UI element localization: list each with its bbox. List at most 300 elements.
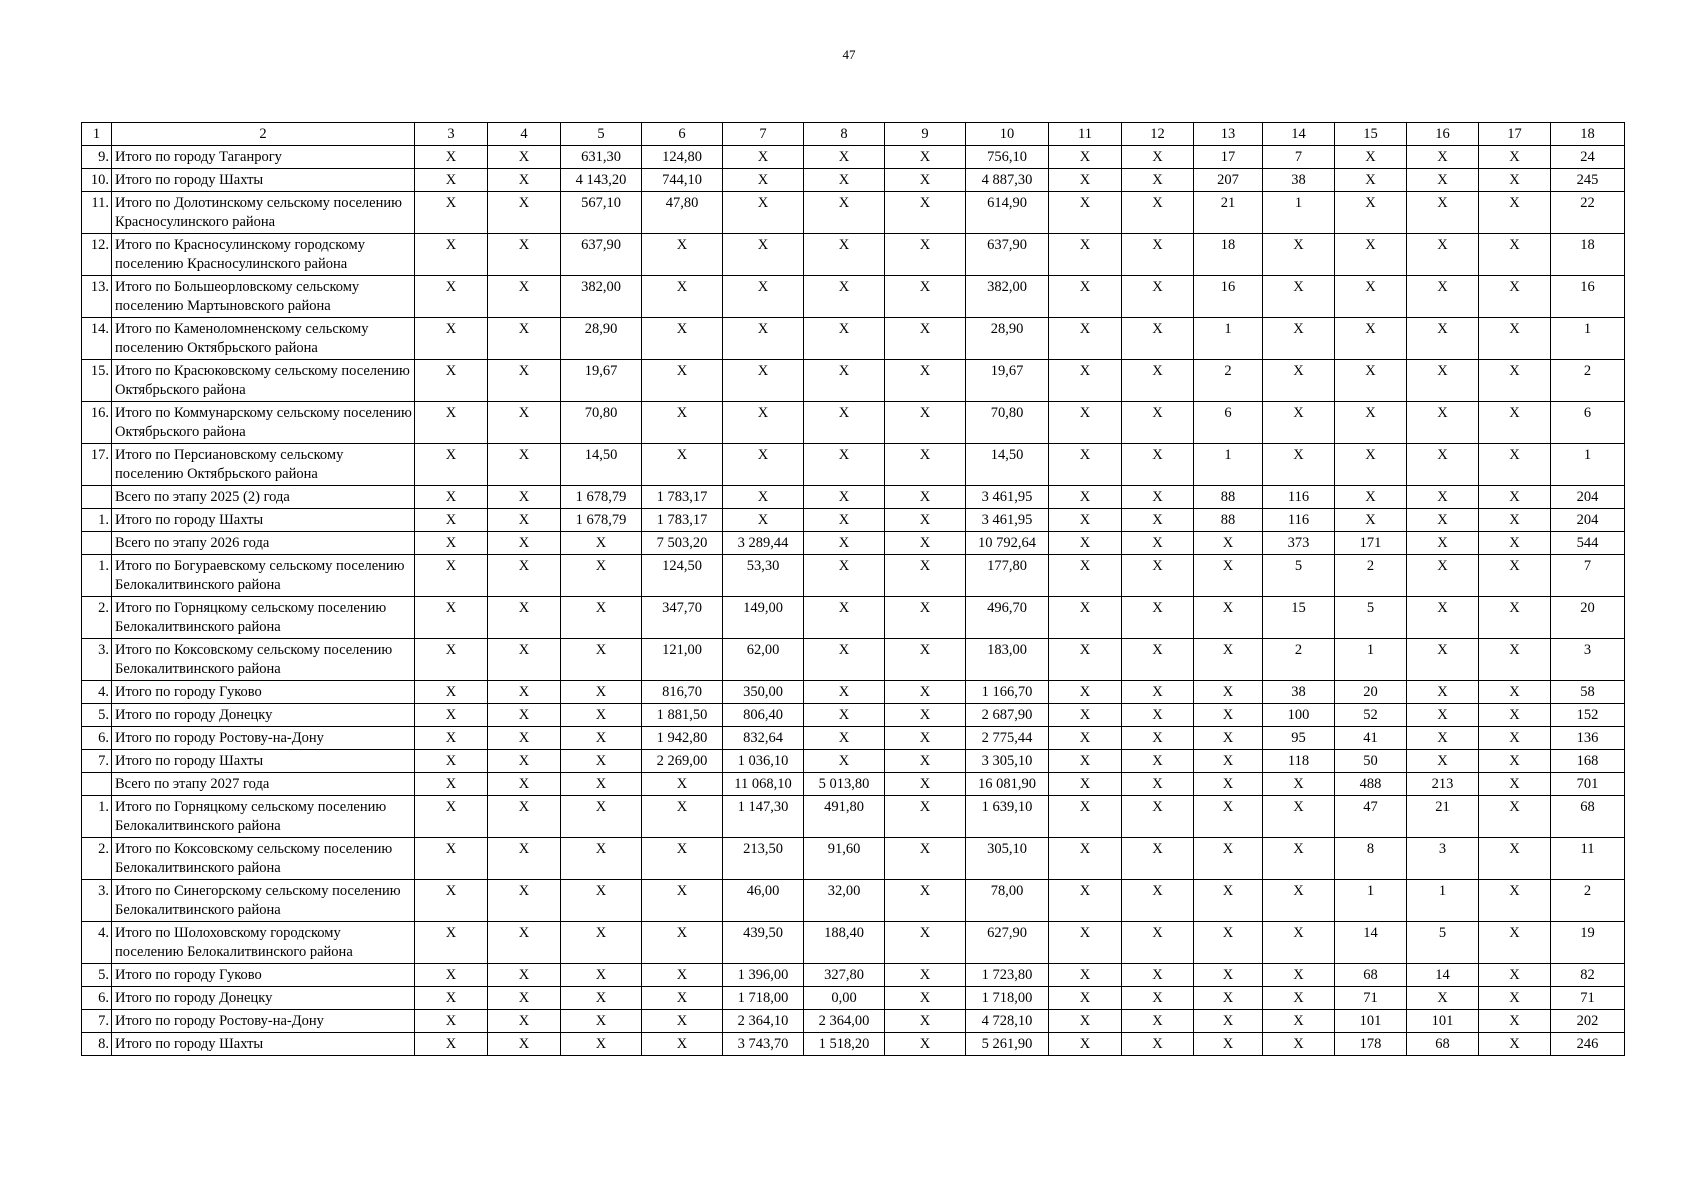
value-cell: X <box>885 444 966 486</box>
value-cell: X <box>1407 146 1479 169</box>
value-cell: X <box>1407 486 1479 509</box>
value-cell: X <box>1049 1010 1122 1033</box>
value-cell: X <box>1194 704 1263 727</box>
value-cell: X <box>1049 532 1122 555</box>
value-cell: 305,10 <box>966 838 1049 880</box>
value-cell: X <box>642 880 723 922</box>
value-cell: X <box>1407 681 1479 704</box>
value-cell: X <box>415 402 488 444</box>
value-cell: 1 <box>1194 318 1263 360</box>
table-row <box>82 681 1625 704</box>
value-cell: 5 261,90 <box>966 1033 1049 1056</box>
value-cell: X <box>488 639 561 681</box>
value-cell: X <box>1049 964 1122 987</box>
value-cell: X <box>804 276 885 318</box>
row-name-cell: Итого по городу Шахты <box>112 169 415 192</box>
value-cell: X <box>1335 360 1407 402</box>
row-name-cell: Итого по городу Гуково <box>112 964 415 987</box>
row-name-cell: Итого по городу Шахты <box>112 509 415 532</box>
value-cell: 15 <box>1263 597 1335 639</box>
value-cell: 1 <box>1335 639 1407 681</box>
value-cell: 68 <box>1407 1033 1479 1056</box>
value-cell: X <box>415 1033 488 1056</box>
value-cell: X <box>488 532 561 555</box>
value-cell: X <box>1263 880 1335 922</box>
value-cell: 0,00 <box>804 987 885 1010</box>
value-cell: X <box>1122 360 1194 402</box>
value-cell: X <box>1263 987 1335 1010</box>
value-cell: X <box>1263 444 1335 486</box>
value-cell: 136 <box>1551 727 1625 750</box>
value-cell: X <box>1049 922 1122 964</box>
value-cell: 38 <box>1263 169 1335 192</box>
value-cell: X <box>1049 234 1122 276</box>
value-cell: X <box>1194 1010 1263 1033</box>
value-cell: X <box>723 169 804 192</box>
value-cell: 631,30 <box>561 146 642 169</box>
value-cell: X <box>1122 773 1194 796</box>
value-cell: X <box>885 146 966 169</box>
value-cell: 124,80 <box>642 146 723 169</box>
value-cell: 100 <box>1263 704 1335 727</box>
value-cell: X <box>561 964 642 987</box>
value-cell: 6 <box>1194 402 1263 444</box>
value-cell: X <box>1407 276 1479 318</box>
value-cell: X <box>561 532 642 555</box>
value-cell: X <box>885 704 966 727</box>
value-cell: X <box>1407 987 1479 1010</box>
value-cell: 3 <box>1551 639 1625 681</box>
value-cell: X <box>1479 987 1551 1010</box>
value-cell: X <box>1049 486 1122 509</box>
value-cell: X <box>1194 639 1263 681</box>
row-name-cell: Итого по Каменоломненскому сельскому поселению Октябрьского района <box>112 318 415 360</box>
value-cell: X <box>415 509 488 532</box>
value-cell: X <box>1479 704 1551 727</box>
table-row <box>82 192 1625 234</box>
table-row <box>82 922 1625 964</box>
value-cell: X <box>1122 1010 1194 1033</box>
column-number-header: 11 <box>1049 123 1122 146</box>
value-cell: X <box>1194 880 1263 922</box>
value-cell: 124,50 <box>642 555 723 597</box>
value-cell: X <box>885 555 966 597</box>
value-cell: X <box>1479 773 1551 796</box>
value-cell: X <box>885 597 966 639</box>
row-number-cell: 3. <box>82 639 112 681</box>
value-cell: X <box>804 402 885 444</box>
row-name-cell: Итого по Горняцкому сельскому поселению Белокалитвинского района <box>112 597 415 639</box>
column-number-header: 15 <box>1335 123 1407 146</box>
value-cell: X <box>1049 318 1122 360</box>
column-number-header: 5 <box>561 123 642 146</box>
value-cell: X <box>561 750 642 773</box>
row-name-cell: Итого по городу Донецку <box>112 987 415 1010</box>
value-cell: X <box>415 1010 488 1033</box>
value-cell: X <box>1479 169 1551 192</box>
column-number-header: 12 <box>1122 123 1194 146</box>
row-number-cell: 13. <box>82 276 112 318</box>
value-cell: X <box>488 681 561 704</box>
value-cell: X <box>1263 773 1335 796</box>
value-cell: X <box>1194 773 1263 796</box>
row-name-cell: Итого по Красносулинскому городскому поселению Красносулинского района <box>112 234 415 276</box>
value-cell: X <box>488 796 561 838</box>
table-row <box>82 1033 1625 1056</box>
value-cell: X <box>415 922 488 964</box>
value-cell: X <box>804 192 885 234</box>
value-cell: 496,70 <box>966 597 1049 639</box>
column-number-header: 3 <box>415 123 488 146</box>
value-cell: X <box>885 681 966 704</box>
value-cell: 213,50 <box>723 838 804 880</box>
value-cell: 1 147,30 <box>723 796 804 838</box>
value-cell: 3 <box>1407 838 1479 880</box>
value-cell: X <box>1049 276 1122 318</box>
value-cell: X <box>1122 509 1194 532</box>
value-cell: X <box>1263 796 1335 838</box>
row-number-cell: 1. <box>82 555 112 597</box>
value-cell: 207 <box>1194 169 1263 192</box>
value-cell: X <box>723 509 804 532</box>
value-cell: 637,90 <box>561 234 642 276</box>
value-cell: 1 881,50 <box>642 704 723 727</box>
value-cell: X <box>1263 402 1335 444</box>
value-cell: 744,10 <box>642 169 723 192</box>
value-cell: 62,00 <box>723 639 804 681</box>
value-cell: X <box>1335 444 1407 486</box>
value-cell: X <box>723 318 804 360</box>
value-cell: 614,90 <box>966 192 1049 234</box>
value-cell: X <box>1335 169 1407 192</box>
value-cell: 5 <box>1407 922 1479 964</box>
value-cell: 816,70 <box>642 681 723 704</box>
value-cell: X <box>561 773 642 796</box>
value-cell: X <box>415 555 488 597</box>
value-cell: X <box>1122 796 1194 838</box>
row-number-cell: 1. <box>82 796 112 838</box>
value-cell: X <box>1479 597 1551 639</box>
value-cell: X <box>415 964 488 987</box>
row-name-cell: Итого по Большеорловскому сельскому поселению Мартыновского района <box>112 276 415 318</box>
page-number: 47 <box>842 47 856 62</box>
value-cell: 116 <box>1263 486 1335 509</box>
value-cell: X <box>488 276 561 318</box>
value-cell: 3 743,70 <box>723 1033 804 1056</box>
value-cell: X <box>561 838 642 880</box>
value-cell: 121,00 <box>642 639 723 681</box>
table-row <box>82 597 1625 639</box>
table-row <box>82 727 1625 750</box>
value-cell: X <box>1049 838 1122 880</box>
value-cell: X <box>804 444 885 486</box>
value-cell: X <box>415 750 488 773</box>
value-cell: X <box>723 444 804 486</box>
column-number-header: 1 <box>82 123 112 146</box>
value-cell: 91,60 <box>804 838 885 880</box>
value-cell: 373 <box>1263 532 1335 555</box>
value-cell: X <box>1194 796 1263 838</box>
value-cell: 3 461,95 <box>966 486 1049 509</box>
value-cell: 491,80 <box>804 796 885 838</box>
value-cell: 16 081,90 <box>966 773 1049 796</box>
value-cell: X <box>488 727 561 750</box>
value-cell: X <box>1263 276 1335 318</box>
value-cell: X <box>415 773 488 796</box>
value-cell: X <box>415 532 488 555</box>
value-cell: X <box>1122 486 1194 509</box>
value-cell: X <box>415 880 488 922</box>
value-cell: 21 <box>1194 192 1263 234</box>
value-cell: X <box>1335 146 1407 169</box>
value-cell: X <box>1194 964 1263 987</box>
value-cell: 28,90 <box>966 318 1049 360</box>
value-cell: 7 <box>1263 146 1335 169</box>
value-cell: X <box>415 838 488 880</box>
value-cell: X <box>1479 880 1551 922</box>
value-cell: X <box>1407 639 1479 681</box>
value-cell: 118 <box>1263 750 1335 773</box>
value-cell: X <box>1335 318 1407 360</box>
value-cell: 101 <box>1335 1010 1407 1033</box>
value-cell: X <box>885 639 966 681</box>
value-cell: 17 <box>1194 146 1263 169</box>
value-cell: X <box>488 360 561 402</box>
value-cell: 41 <box>1335 727 1407 750</box>
value-cell: X <box>488 964 561 987</box>
value-cell: 2 <box>1194 360 1263 402</box>
value-cell: X <box>561 727 642 750</box>
value-cell: X <box>488 234 561 276</box>
row-name-cell: Всего по этапу 2026 года <box>112 532 415 555</box>
value-cell: 2 687,90 <box>966 704 1049 727</box>
value-cell: X <box>885 880 966 922</box>
value-cell: X <box>415 318 488 360</box>
value-cell: X <box>1479 318 1551 360</box>
value-cell: 24 <box>1551 146 1625 169</box>
value-cell: X <box>561 704 642 727</box>
value-cell: 46,00 <box>723 880 804 922</box>
value-cell: 19 <box>1551 922 1625 964</box>
value-cell: X <box>1335 402 1407 444</box>
value-cell: X <box>1407 727 1479 750</box>
value-cell: 16 <box>1551 276 1625 318</box>
table-row <box>82 509 1625 532</box>
table-row <box>82 704 1625 727</box>
value-cell: X <box>1407 192 1479 234</box>
value-cell: X <box>642 773 723 796</box>
value-cell: 149,00 <box>723 597 804 639</box>
value-cell: 70,80 <box>561 402 642 444</box>
value-cell: X <box>561 681 642 704</box>
column-number-header: 9 <box>885 123 966 146</box>
value-cell: 701 <box>1551 773 1625 796</box>
value-cell: X <box>415 234 488 276</box>
row-name-cell: Итого по городу Гуково <box>112 681 415 704</box>
value-cell: X <box>1407 444 1479 486</box>
value-cell: X <box>561 1010 642 1033</box>
value-cell: 188,40 <box>804 922 885 964</box>
row-number-cell: 6. <box>82 987 112 1010</box>
row-name-cell: Итого по городу Ростову-на-Дону <box>112 1010 415 1033</box>
row-number-cell: 14. <box>82 318 112 360</box>
value-cell: X <box>488 922 561 964</box>
value-cell: X <box>415 796 488 838</box>
value-cell: 213 <box>1407 773 1479 796</box>
value-cell: X <box>1479 402 1551 444</box>
table-row <box>82 402 1625 444</box>
value-cell: X <box>1049 987 1122 1010</box>
table-row <box>82 486 1625 509</box>
value-cell: 1 678,79 <box>561 486 642 509</box>
value-cell: X <box>885 838 966 880</box>
value-cell: X <box>415 360 488 402</box>
row-number-cell <box>82 486 112 509</box>
value-cell: X <box>723 402 804 444</box>
column-number-header: 13 <box>1194 123 1263 146</box>
value-cell: X <box>885 922 966 964</box>
row-name-cell: Итого по Синегорскому сельскому поселению Белокалитвинского района <box>112 880 415 922</box>
value-cell: X <box>488 146 561 169</box>
column-number-header: 7 <box>723 123 804 146</box>
column-number-header: 10 <box>966 123 1049 146</box>
row-number-cell: 4. <box>82 681 112 704</box>
value-cell: X <box>1335 509 1407 532</box>
value-cell: 11 <box>1551 838 1625 880</box>
value-cell: X <box>488 704 561 727</box>
value-cell: X <box>723 192 804 234</box>
value-cell: X <box>885 360 966 402</box>
column-number-header: 6 <box>642 123 723 146</box>
value-cell: 16 <box>1194 276 1263 318</box>
value-cell: X <box>1263 838 1335 880</box>
value-cell: X <box>1049 192 1122 234</box>
value-cell: 832,64 <box>723 727 804 750</box>
value-cell: X <box>723 146 804 169</box>
value-cell: X <box>885 1033 966 1056</box>
value-cell: 14,50 <box>561 444 642 486</box>
value-cell: X <box>1263 1033 1335 1056</box>
value-cell: X <box>1479 360 1551 402</box>
table-row <box>82 532 1625 555</box>
value-cell: X <box>1407 597 1479 639</box>
row-name-cell: Итого по Персиановскому сельскому поселению Октябрьского района <box>112 444 415 486</box>
value-cell: 1 036,10 <box>723 750 804 773</box>
value-cell: 14,50 <box>966 444 1049 486</box>
value-cell: X <box>1049 555 1122 597</box>
value-cell: 202 <box>1551 1010 1625 1033</box>
row-number-cell: 2. <box>82 838 112 880</box>
value-cell: 53,30 <box>723 555 804 597</box>
row-number-cell: 4. <box>82 922 112 964</box>
value-cell: 19,67 <box>561 360 642 402</box>
value-cell: 5 013,80 <box>804 773 885 796</box>
value-cell: X <box>1122 234 1194 276</box>
value-cell: X <box>1263 922 1335 964</box>
value-cell: X <box>642 1010 723 1033</box>
value-cell: X <box>885 773 966 796</box>
value-cell: X <box>561 796 642 838</box>
value-cell: 806,40 <box>723 704 804 727</box>
row-number-cell: 9. <box>82 146 112 169</box>
value-cell: 637,90 <box>966 234 1049 276</box>
value-cell: 1 <box>1335 880 1407 922</box>
value-cell: 3 461,95 <box>966 509 1049 532</box>
value-cell: X <box>561 597 642 639</box>
row-name-cell: Итого по городу Таганрогу <box>112 146 415 169</box>
value-cell: X <box>415 597 488 639</box>
row-number-cell: 16. <box>82 402 112 444</box>
value-cell: 544 <box>1551 532 1625 555</box>
value-cell: X <box>804 234 885 276</box>
value-cell: 3 289,44 <box>723 532 804 555</box>
value-cell: X <box>804 169 885 192</box>
table-row <box>82 964 1625 987</box>
value-cell: X <box>1122 597 1194 639</box>
value-cell: X <box>561 880 642 922</box>
value-cell: X <box>885 234 966 276</box>
value-cell: X <box>415 192 488 234</box>
value-cell: 58 <box>1551 681 1625 704</box>
value-cell: 68 <box>1551 796 1625 838</box>
value-cell: X <box>1122 146 1194 169</box>
value-cell: 1 718,00 <box>723 987 804 1010</box>
value-cell: X <box>885 486 966 509</box>
value-cell: X <box>1407 234 1479 276</box>
value-cell: 2 775,44 <box>966 727 1049 750</box>
value-cell: X <box>1122 318 1194 360</box>
value-cell: 82 <box>1551 964 1625 987</box>
value-cell: 2 364,00 <box>804 1010 885 1033</box>
value-cell: 567,10 <box>561 192 642 234</box>
value-cell: 1 <box>1263 192 1335 234</box>
value-cell: X <box>488 597 561 639</box>
row-name-cell: Итого по городу Донецку <box>112 704 415 727</box>
value-cell: X <box>1479 532 1551 555</box>
value-cell: X <box>1049 681 1122 704</box>
table-row <box>82 276 1625 318</box>
value-cell: 47 <box>1335 796 1407 838</box>
value-cell: X <box>642 402 723 444</box>
value-cell: X <box>1122 276 1194 318</box>
value-cell: X <box>1122 169 1194 192</box>
value-cell: 627,90 <box>966 922 1049 964</box>
value-cell: 4 143,20 <box>561 169 642 192</box>
value-cell: 1 518,20 <box>804 1033 885 1056</box>
value-cell: 22 <box>1551 192 1625 234</box>
value-cell: X <box>1122 838 1194 880</box>
value-cell: X <box>1049 773 1122 796</box>
row-name-cell: Итого по Шолоховскому городскому поселению Белокалитвинского района <box>112 922 415 964</box>
value-cell: 1 783,17 <box>642 486 723 509</box>
row-number-cell: 1. <box>82 509 112 532</box>
value-cell: X <box>488 318 561 360</box>
value-cell: 152 <box>1551 704 1625 727</box>
value-cell: X <box>561 987 642 1010</box>
value-cell: X <box>1479 509 1551 532</box>
value-cell: X <box>1122 639 1194 681</box>
value-cell: X <box>804 486 885 509</box>
value-cell: X <box>415 444 488 486</box>
row-name-cell: Итого по городу Ростову-на-Дону <box>112 727 415 750</box>
value-cell: X <box>642 234 723 276</box>
value-cell: X <box>488 555 561 597</box>
value-cell: X <box>488 169 561 192</box>
row-number-cell: 8. <box>82 1033 112 1056</box>
value-cell: X <box>885 532 966 555</box>
value-cell: 3 305,10 <box>966 750 1049 773</box>
value-cell: X <box>415 146 488 169</box>
